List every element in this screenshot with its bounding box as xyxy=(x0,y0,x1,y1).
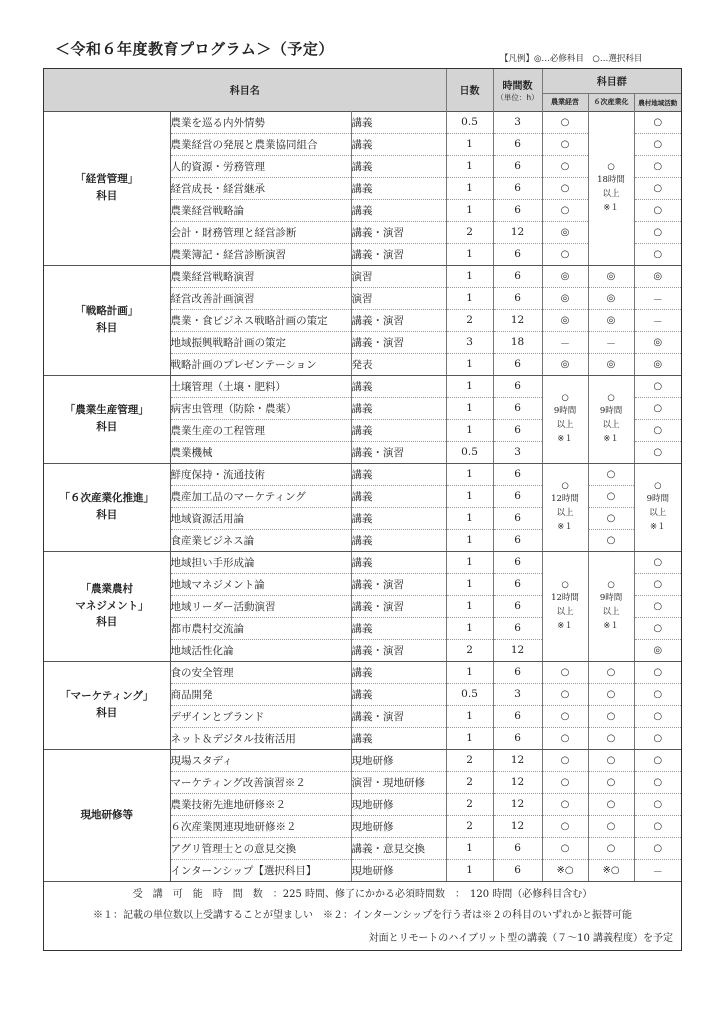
subject-name: 人的資源・労務管理 xyxy=(170,155,351,177)
mark-m2: ○ xyxy=(588,507,634,529)
subject-hours: 6 xyxy=(493,485,542,507)
subject-days: 1 xyxy=(446,463,493,485)
subject-hours: 6 xyxy=(493,661,542,683)
subject-hours: 18 xyxy=(493,331,542,353)
subject-name: 会計・財務管理と経営診断 xyxy=(170,221,351,243)
subject-days: 2 xyxy=(446,749,493,771)
mark-m1: ○ xyxy=(542,243,588,265)
mark-m3: ○ xyxy=(634,243,681,265)
subject-hours: 6 xyxy=(493,199,542,221)
subject-type: 講義・演習 xyxy=(351,705,446,727)
table-row xyxy=(44,463,681,485)
subject-type: 講義 xyxy=(351,463,446,485)
group-label: 「戦略計画」 科目 xyxy=(44,265,170,375)
mark-m3: － xyxy=(634,859,681,881)
subject-days: 2 xyxy=(446,815,493,837)
subject-hours: 6 xyxy=(493,419,542,441)
subject-days: 1 xyxy=(446,595,493,617)
subject-type: 講義 xyxy=(351,375,446,397)
subject-days: 1 xyxy=(446,265,493,287)
mark-m1: － xyxy=(542,331,588,353)
program-body xyxy=(44,111,681,881)
group-label: 「６次産業化推進」 科目 xyxy=(44,463,170,551)
mark-m3: ○ xyxy=(634,397,681,419)
subject-name: 地域担い手形成論 xyxy=(170,551,351,573)
subject-type: 講義・演習 xyxy=(351,309,446,331)
mark-m3: ○ xyxy=(634,441,681,463)
subject-name: 農産加工品のマーケティング xyxy=(170,485,351,507)
subject-type: 講義・演習 xyxy=(351,243,446,265)
subject-type: 講義 xyxy=(351,419,446,441)
subject-name: 農業機械 xyxy=(170,441,351,463)
mark-m3: ◎ xyxy=(634,265,681,287)
subject-type: 現地研修 xyxy=(351,749,446,771)
mark-m3: ○ xyxy=(634,617,681,639)
subject-type: 現地研修 xyxy=(351,793,446,815)
group-requirement-m1: ○ 12時間 以上 ※１ xyxy=(542,463,588,551)
subject-days: 1 xyxy=(446,287,493,309)
mark-m3: － xyxy=(634,309,681,331)
subject-name-header: 科目名 xyxy=(229,86,260,98)
subject-days: 1 xyxy=(446,705,493,727)
group-requirement-m2: ○ 9時間 以上 ※１ xyxy=(588,375,634,463)
subject-name: 農業簿記・経営診断演習 xyxy=(170,243,351,265)
mark-m2: ○ xyxy=(588,683,634,705)
subject-type: 講義 xyxy=(351,485,446,507)
group-requirement-m2: ○ 9時間 以上 ※１ xyxy=(588,551,634,661)
page-title: ＜令和６年度教育プログラム＞（予定） xyxy=(55,40,334,58)
subject-type: 講義 xyxy=(351,727,446,749)
subject-name: 経営改善計画演習 xyxy=(170,287,351,309)
mark-m2: ○ xyxy=(588,815,634,837)
subject-name: 農業経営戦略論 xyxy=(170,199,351,221)
subject-type: 講義 xyxy=(351,661,446,683)
mark-m1: ※○ xyxy=(542,859,588,881)
subject-hours: 12 xyxy=(493,749,542,771)
subject-hours: 6 xyxy=(493,705,542,727)
col-sixth-header: ６次産業化 xyxy=(588,93,634,111)
subject-type: 現地研修 xyxy=(351,859,446,881)
subject-hours: 3 xyxy=(493,111,542,133)
mark-m3: ◎ xyxy=(634,331,681,353)
subject-days: 2 xyxy=(446,221,493,243)
mark-m1: ○ xyxy=(542,749,588,771)
days-header: 日数 xyxy=(446,69,493,111)
mark-m2: ○ xyxy=(588,793,634,815)
subject-days: 1 xyxy=(446,353,493,375)
subject-name: 地域マネジメント論 xyxy=(170,573,351,595)
subject-hours: 6 xyxy=(493,155,542,177)
mark-m3: ○ xyxy=(634,419,681,441)
subject-days: 2 xyxy=(446,309,493,331)
subject-name: 地域資源活用論 xyxy=(170,507,351,529)
mark-m3: ○ xyxy=(634,815,681,837)
subject-days: 1 xyxy=(446,155,493,177)
subject-name: 経営成長・経営継承 xyxy=(170,177,351,199)
subject-type: 講義・意見交換 xyxy=(351,837,446,859)
subject-type: 講義 xyxy=(351,617,446,639)
subject-days: 3 xyxy=(446,331,493,353)
hours-header xyxy=(493,69,542,111)
mark-m2: ◎ xyxy=(588,287,634,309)
subject-name: 農業生産の工程管理 xyxy=(170,419,351,441)
hours-unit: （単位：h） xyxy=(496,92,539,102)
subject-type: 講義・演習 xyxy=(351,639,446,661)
subject-hours: 3 xyxy=(493,441,542,463)
table-row xyxy=(44,551,681,573)
subject-type: 現地研修 xyxy=(351,815,446,837)
group-requirement-m1: ○ 9時間 以上 ※１ xyxy=(542,375,588,463)
footer-line-3: 対面とリモートのハイブリット型の講義（７～10 講義程度）を予定 xyxy=(368,933,674,944)
mark-m3: ○ xyxy=(634,111,681,133)
subject-type: 講義 xyxy=(351,111,446,133)
mark-m1: ○ xyxy=(542,683,588,705)
mark-m1: ○ xyxy=(542,705,588,727)
group-requirement-m1: ○ 12時間 以上 ※１ xyxy=(542,551,588,661)
subject-days: 1 xyxy=(446,551,493,573)
mark-m1: ○ xyxy=(542,111,588,133)
subject-days: 1 xyxy=(446,529,493,551)
group-label: 現地研修等 xyxy=(44,749,170,881)
subject-hours: 6 xyxy=(493,133,542,155)
subject-hours: 6 xyxy=(493,463,542,485)
subject-hours: 6 xyxy=(493,375,542,397)
subject-type: 講義 xyxy=(351,199,446,221)
mark-m1: ○ xyxy=(542,837,588,859)
subject-hours: 6 xyxy=(493,397,542,419)
mark-m2: ○ xyxy=(588,837,634,859)
subject-type: 発表 xyxy=(351,353,446,375)
subject-name: 土壌管理（土壌・肥料） xyxy=(170,375,351,397)
subject-name: 地域振興戦略計画の策定 xyxy=(170,331,351,353)
group-label: 「農業農村 マネジメント」 科目 xyxy=(44,551,170,661)
subject-hours: 6 xyxy=(493,243,542,265)
subject-name: 農業経営の発展と農業協同組合 xyxy=(170,133,351,155)
subject-hours: 6 xyxy=(493,837,542,859)
subject-days: 1 xyxy=(446,397,493,419)
group-label: 「経営管理」 科目 xyxy=(44,111,170,265)
footer-line-2: ※１：記載の単位数以上受講することが望ましい ※２：インターンシップを行う者は※２の科目のいずれかと振替可能 xyxy=(93,910,632,921)
mark-m2: ○ xyxy=(588,463,634,485)
subject-hours: 12 xyxy=(493,639,542,661)
subject-name: 現場スタディ xyxy=(170,749,351,771)
subject-name: 地域活性化論 xyxy=(170,639,351,661)
table-row xyxy=(44,661,681,683)
group-requirement-m3: ○ 9時間 以上 ※１ xyxy=(634,463,681,551)
mark-m1: ○ xyxy=(542,199,588,221)
subject-type: 演習・現地研修 xyxy=(351,771,446,793)
hours-label: 時間数 xyxy=(502,80,533,92)
subject-hours: 6 xyxy=(493,507,542,529)
mark-m3: ○ xyxy=(634,727,681,749)
mark-m2: ○ xyxy=(588,661,634,683)
subject-name: ６次産業関連現地研修※２ xyxy=(170,815,351,837)
subject-days: 1 xyxy=(446,419,493,441)
subject-days: 1 xyxy=(446,617,493,639)
col-rural-header: 農村地域活動 xyxy=(634,93,681,111)
subject-type: 講義 xyxy=(351,529,446,551)
table-row xyxy=(44,265,681,287)
subject-days: 0.5 xyxy=(446,441,493,463)
mark-m1: ○ xyxy=(542,133,588,155)
mark-m1: ◎ xyxy=(542,265,588,287)
subject-hours: 6 xyxy=(493,177,542,199)
subject-name: マーケティング改善演習※２ xyxy=(170,771,351,793)
mark-m3: ○ xyxy=(634,793,681,815)
subject-type: 講義 xyxy=(351,551,446,573)
mark-m3: ○ xyxy=(634,551,681,573)
mark-m2: ○ xyxy=(588,727,634,749)
subject-name: アグリ管理士との意見交換 xyxy=(170,837,351,859)
subject-days: 2 xyxy=(446,639,493,661)
mark-m2: ○ xyxy=(588,749,634,771)
subject-name: 農業を巡る内外情勢 xyxy=(170,111,351,133)
subject-days: 1 xyxy=(446,573,493,595)
subject-type: 講義・演習 xyxy=(351,331,446,353)
mark-m3: ◎ xyxy=(634,353,681,375)
mark-m3: ◎ xyxy=(634,639,681,661)
mark-m2: ○ xyxy=(588,705,634,727)
mark-m3: ○ xyxy=(634,837,681,859)
subject-type: 演習 xyxy=(351,265,446,287)
subject-days: 1 xyxy=(446,199,493,221)
group-requirement-m2: ○ 18時間 以上 ※１ xyxy=(588,111,634,265)
mark-m1: ○ xyxy=(542,661,588,683)
mark-m3: ○ xyxy=(634,177,681,199)
mark-m3: ○ xyxy=(634,683,681,705)
mark-m1: ○ xyxy=(542,177,588,199)
mark-m2: ◎ xyxy=(588,309,634,331)
subject-days: 1 xyxy=(446,133,493,155)
subject-hours: 6 xyxy=(493,595,542,617)
mark-m3: ○ xyxy=(634,595,681,617)
mark-m3: － xyxy=(634,287,681,309)
subject-name: デザインとブランド xyxy=(170,705,351,727)
subject-days: 1 xyxy=(446,661,493,683)
subject-hours: 12 xyxy=(493,309,542,331)
mark-m3: ○ xyxy=(634,661,681,683)
subject-name: 地域リーダー活動演習 xyxy=(170,595,351,617)
subject-hours: 6 xyxy=(493,353,542,375)
subject-days: 1 xyxy=(446,485,493,507)
subject-name: 農業経営戦略演習 xyxy=(170,265,351,287)
group-label: 「農業生産管理」 科目 xyxy=(44,375,170,463)
subject-name: 食産業ビジネス論 xyxy=(170,529,351,551)
subject-days: 2 xyxy=(446,771,493,793)
subject-type: 講義・演習 xyxy=(351,441,446,463)
mark-m3: ○ xyxy=(634,749,681,771)
subject-type: 講義・演習 xyxy=(351,595,446,617)
mark-m2: ○ xyxy=(588,485,634,507)
subject-name: 商品開発 xyxy=(170,683,351,705)
program-table xyxy=(44,69,681,950)
subject-hours: 6 xyxy=(493,573,542,595)
mark-m1: ◎ xyxy=(542,309,588,331)
mark-m1: ○ xyxy=(542,771,588,793)
mark-m2: ○ xyxy=(588,529,634,551)
subject-days: 1 xyxy=(446,837,493,859)
subject-days: 1 xyxy=(446,727,493,749)
subject-hours: 12 xyxy=(493,221,542,243)
mark-m1: ○ xyxy=(542,815,588,837)
subject-name: インターンシップ【選択科目】 xyxy=(170,859,351,881)
subject-name: 農業・食ビジネス戦略計画の策定 xyxy=(170,309,351,331)
subject-days: 1 xyxy=(446,375,493,397)
mark-m1: ○ xyxy=(542,155,588,177)
subject-days: 1 xyxy=(446,243,493,265)
subject-type: 講義 xyxy=(351,683,446,705)
mark-m2: ◎ xyxy=(588,265,634,287)
subject-type: 講義・演習 xyxy=(351,221,446,243)
subject-type: 講義 xyxy=(351,177,446,199)
subject-hours: 3 xyxy=(493,683,542,705)
mark-m1: ○ xyxy=(542,793,588,815)
subject-name: 鮮度保持・流通技術 xyxy=(170,463,351,485)
group-header: 科目群 xyxy=(542,69,681,93)
subject-type: 講義 xyxy=(351,397,446,419)
col-farm-header: 農業経営 xyxy=(551,98,580,106)
mark-m3: ○ xyxy=(634,133,681,155)
mark-m3: ○ xyxy=(634,221,681,243)
subject-name: ネット＆デジタル技術活用 xyxy=(170,727,351,749)
mark-m1: ◎ xyxy=(542,287,588,309)
subject-type: 講義 xyxy=(351,133,446,155)
subject-name: 病害虫管理（防除・農薬） xyxy=(170,397,351,419)
subject-hours: 6 xyxy=(493,859,542,881)
mark-m2: － xyxy=(588,331,634,353)
subject-name: 都市農村交流論 xyxy=(170,617,351,639)
subject-hours: 12 xyxy=(493,793,542,815)
group-label: 「マーケティング」 科目 xyxy=(44,661,170,749)
subject-hours: 6 xyxy=(493,727,542,749)
subject-hours: 6 xyxy=(493,287,542,309)
subject-days: 0.5 xyxy=(446,683,493,705)
mark-m1: ◎ xyxy=(542,353,588,375)
subject-name: 戦略計画のプレゼンテーション xyxy=(170,353,351,375)
subject-days: 1 xyxy=(446,859,493,881)
subject-days: 1 xyxy=(446,177,493,199)
mark-m3: ○ xyxy=(634,199,681,221)
footer-line-1: 受 講 可 能 時 間 数 ：225 時間、修了にかかる必須時間数 ： 120 時間（必修科目含む） xyxy=(132,889,593,900)
subject-days: 2 xyxy=(446,793,493,815)
mark-m2: ◎ xyxy=(588,353,634,375)
legend: 【凡例】◎…必修科目 ○…選択科目 xyxy=(500,54,643,64)
subject-hours: 6 xyxy=(493,529,542,551)
mark-m3: ○ xyxy=(634,155,681,177)
mark-m3: ○ xyxy=(634,375,681,397)
footer xyxy=(44,881,681,950)
subject-type: 演習 xyxy=(351,287,446,309)
mark-m3: ○ xyxy=(634,705,681,727)
table-row xyxy=(44,375,681,397)
mark-m2: ※○ xyxy=(588,859,634,881)
subject-hours: 6 xyxy=(493,617,542,639)
subject-name: 食の安全管理 xyxy=(170,661,351,683)
subject-type: 講義 xyxy=(351,155,446,177)
table-row xyxy=(44,111,681,133)
mark-m3: ○ xyxy=(634,573,681,595)
mark-m2: ○ xyxy=(588,771,634,793)
mark-m3: ○ xyxy=(634,771,681,793)
subject-days: 0.5 xyxy=(446,111,493,133)
subject-name: 農業技術先進地研修※２ xyxy=(170,793,351,815)
mark-m1: ○ xyxy=(542,727,588,749)
subject-days: 1 xyxy=(446,507,493,529)
subject-hours: 12 xyxy=(493,815,542,837)
subject-type: 講義・演習 xyxy=(351,573,446,595)
subject-type: 講義 xyxy=(351,507,446,529)
subject-hours: 6 xyxy=(493,551,542,573)
subject-hours: 6 xyxy=(493,265,542,287)
table-row xyxy=(44,749,681,771)
mark-m1: ◎ xyxy=(542,221,588,243)
subject-hours: 12 xyxy=(493,771,542,793)
